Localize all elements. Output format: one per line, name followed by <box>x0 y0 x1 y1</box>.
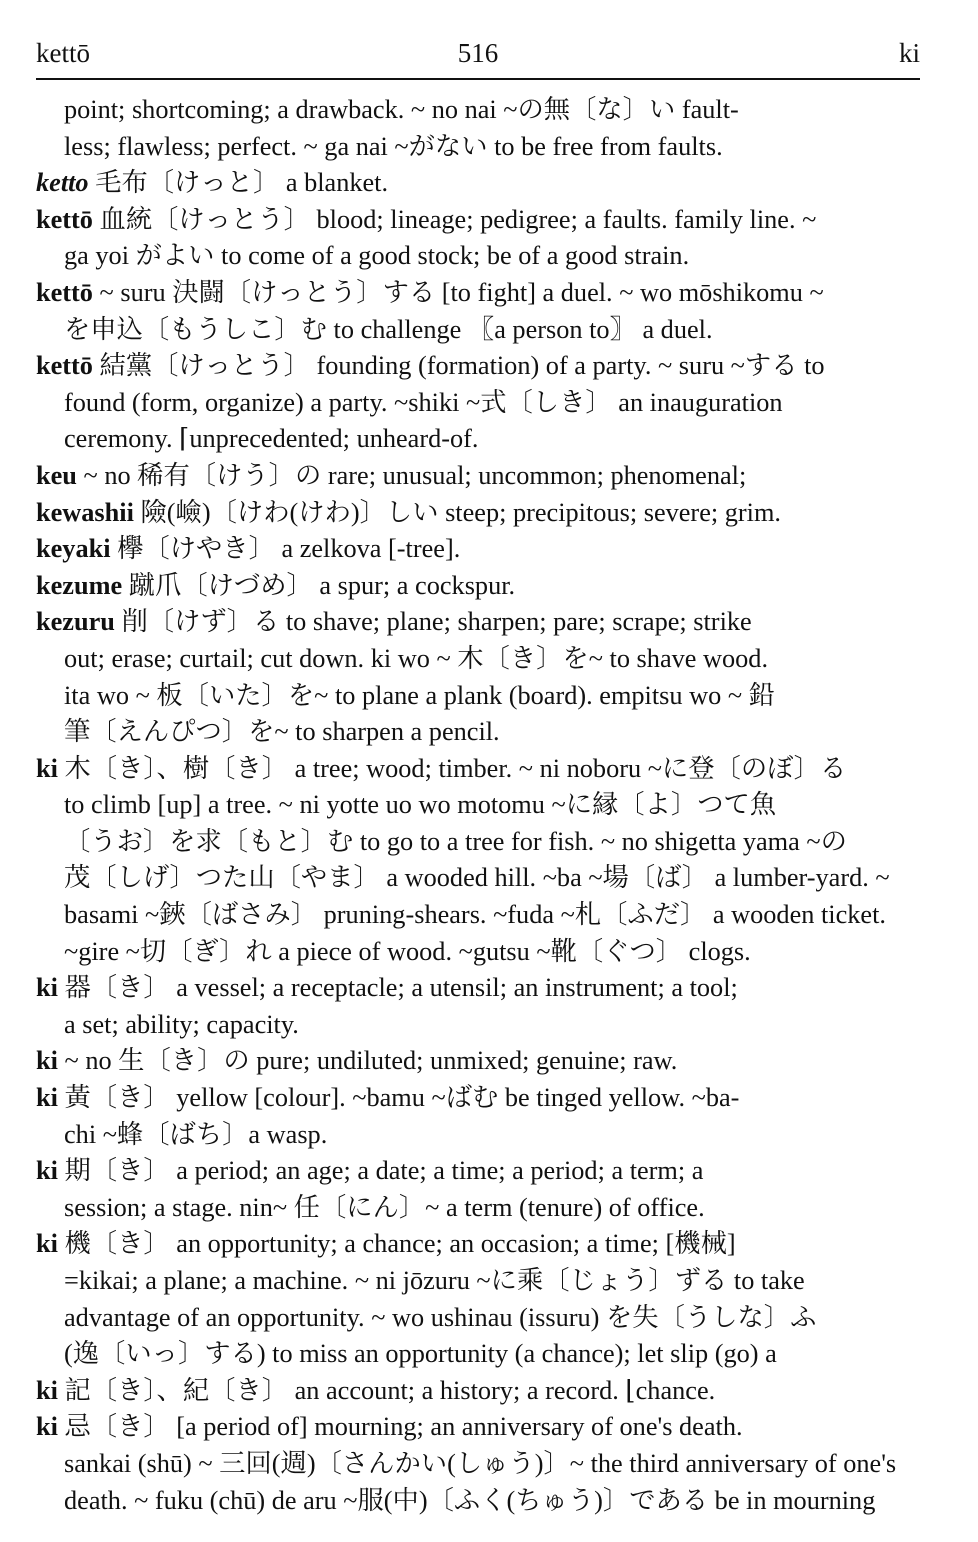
definition-text: 記〔き〕、紀〔き〕 an account; a history; a record. ⌊chance. <box>57 1375 716 1405</box>
headword: ki <box>36 1229 58 1259</box>
page-header <box>36 38 920 80</box>
definition-text: ~ no 稀有〔けう〕の rare; unusual; uncommon; phenomenal; <box>76 460 747 490</box>
entry-headword-line <box>36 604 922 641</box>
entry-headword-line <box>36 275 922 312</box>
headword: ki <box>36 973 58 1003</box>
headword: ki <box>36 1412 58 1442</box>
entry-continuation-line: point; shortcoming; a drawback. ~ no nai ~の無〔な〕い fault- <box>64 95 739 124</box>
entry-continuation-line: (逸〔いっ〕する) to miss an opportunity (a chance); let slip (go) a <box>64 1339 777 1369</box>
entry-headword-line <box>36 348 922 385</box>
definition-text: ~ no 生〔き〕の pure; undiluted; unmixed; genuine; raw. <box>57 1046 678 1076</box>
entry-headword-line <box>36 970 922 1007</box>
definition-text: 黃〔き〕 yellow [colour]. ~bamu ~ばむ be tinged yellow. ~ba- <box>57 1083 740 1113</box>
entry-headword-line <box>36 1226 922 1263</box>
definition-text: 血統〔けっとう〕 blood; lineage; pedigree; a faults. family line. ~ <box>92 204 817 234</box>
entry-headword-line <box>36 495 922 532</box>
entry-continuation-line: to climb [up] a tree. ~ ni yotte uo wo motomu ~に縁〔よ〕つて魚 <box>64 790 777 820</box>
definition-text: 機〔き〕 an opportunity; a chance; an occasion; a time; [機械] <box>57 1229 736 1259</box>
entry-continuation-line: を申込〔もうしこ〕む to challenge 〖a person to〗 a duel. <box>64 314 713 344</box>
entry-headword-line <box>36 1153 922 1190</box>
entry-continuation-line: basami ~鋏〔ばさみ〕 pruning-shears. ~fuda ~札〔ふだ〕 a wooden ticket. <box>64 900 886 930</box>
entry-continuation-line: 筆〔えんぴつ〕を~ to sharpen a pencil. <box>64 717 500 747</box>
entry-continuation-line: chi ~蜂〔ばち〕a wasp. <box>64 1119 328 1149</box>
definition-text: 毛布〔けっと〕 a blanket. <box>88 168 389 198</box>
entry-headword-line <box>36 1409 922 1446</box>
headword: ki <box>36 1156 58 1186</box>
headword: ketto <box>36 168 89 198</box>
definition-text: 結黨〔けっとう〕 founding (formation) of a party. ~ suru ~する to <box>92 351 825 381</box>
definition-text: 蹴爪〔けづめ〕 a spur; a cockspur. <box>122 570 516 600</box>
header-left-guide-word: kettō <box>36 38 90 68</box>
entry-headword-line <box>36 531 922 568</box>
headword: keu <box>36 460 77 490</box>
header-right-guide-word: ki <box>898 38 920 68</box>
entry-continuation-line: ita wo ~ 板〔いた〕を~ to plane a plank (board). empitsu wo ~ 鉛 <box>64 680 775 710</box>
definition-text: 忌〔き〕 [a period of] mourning; an anniversary of one's death. <box>57 1412 743 1442</box>
definition-text: 削〔けず〕る to shave; plane; sharpen; pare; scrape; strike <box>114 607 752 637</box>
headword: ki <box>36 753 58 783</box>
headword: kezuru <box>36 607 115 637</box>
entry-headword-line <box>36 1080 922 1117</box>
headword: ki <box>36 1046 58 1076</box>
entry-headword-line <box>36 458 922 495</box>
definition-text: 欅〔けやき〕 a zelkova [-tree]. <box>110 534 461 564</box>
entry-continuation-line: death. ~ fuku (chū) de aru ~服(中)〔ふく(ちゅう)〕である be in mourning <box>64 1485 876 1515</box>
entry-headword-line <box>36 751 922 788</box>
entry-continuation-line: sankai (shū) ~ 三回(週)〔さんかい(しゅう)〕~ the third anniversary of one's <box>64 1448 897 1478</box>
headword: ki <box>36 1083 58 1113</box>
entry-continuation-line: 〔うお〕を求〔もと〕む to go to a tree for fish. ~ no shigetta yama ~の <box>64 826 847 856</box>
headword: ki <box>36 1375 58 1405</box>
entry-continuation-line: ceremony. ⌈unprecedented; unheard-of. <box>64 424 479 454</box>
headword: kezume <box>36 570 123 600</box>
entry-headword-line <box>36 202 922 239</box>
entry-headword-line <box>36 1043 922 1080</box>
entry-headword-line <box>36 568 922 605</box>
definition-text: 木〔き〕、樹〔き〕 a tree; wood; timber. ~ ni noboru ~に登〔のぼ〕る <box>57 753 847 783</box>
entry-continuation-line: ga yoi がよい to come of a good stock; be of a good strain. <box>64 241 690 271</box>
entry-continuation-line: 茂〔しげ〕つた山〔やま〕 a wooded hill. ~ba ~場〔ば〕 a lumber-yard. ~ <box>64 863 890 893</box>
entry-continuation-line: out; erase; curtail; cut down. ki wo ~ 木〔き〕を~ to shave wood. <box>64 643 769 673</box>
entry-continuation-line: advantage of an opportunity. ~ wo ushinau (issuru) を失〔うしな〕ふ <box>64 1302 817 1332</box>
headword: kewashii <box>36 497 134 527</box>
headword: kettō <box>36 277 93 307</box>
headword: kettō <box>36 351 93 381</box>
entry-continuation-line: found (form, organize) a party. ~shiki ~式〔しき〕 an inauguration <box>64 387 783 417</box>
definition-text: ~ suru 決闘〔けっとう〕する [to fight] a duel. ~ wo mōshikomu ~ <box>92 277 824 307</box>
entry-continuation-line: a set; ability; capacity. <box>64 1009 299 1039</box>
entry-continuation-line: less; flawless; perfect. ~ ga nai ~がない to be free from faults. <box>64 131 723 161</box>
headword: keyaki <box>36 534 111 564</box>
entry-headword-line <box>36 1373 922 1410</box>
dictionary-entries <box>36 92 922 1519</box>
entry-continuation-line: session; a stage. nin~ 任〔にん〕~ a term (tenure) of office. <box>64 1192 705 1222</box>
definition-text: 險(嶮)〔けわ(けわ)〕しい steep; precipitous; severe; grim. <box>133 497 781 527</box>
page-number: 516 <box>457 38 499 68</box>
definition-text: 器〔き〕 a vessel; a receptacle; a utensil; an instrument; a tool; <box>57 973 738 1003</box>
entry-continuation-line: =kikai; a plane; a machine. ~ ni jōzuru ~に乘〔じょう〕ずる to take <box>64 1266 805 1295</box>
definition-text: 期〔き〕 a period; an age; a date; a time; a period; a term; a <box>57 1156 704 1186</box>
headword: kettō <box>36 204 93 234</box>
entry-continuation-line: ~gire ~切〔ぎ〕れ a piece of wood. ~gutsu ~靴〔ぐつ〕 clogs. <box>64 936 751 966</box>
entry-headword-line <box>36 165 922 202</box>
